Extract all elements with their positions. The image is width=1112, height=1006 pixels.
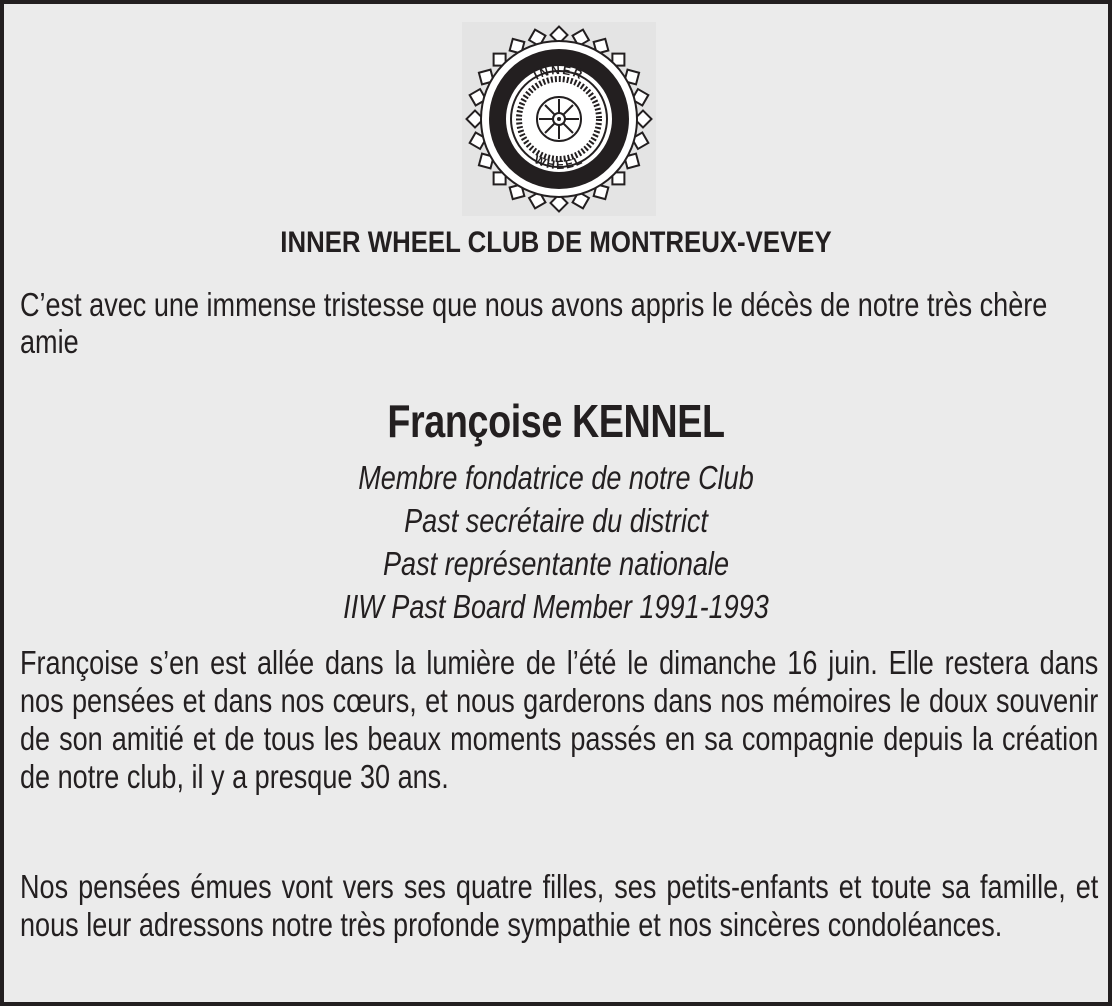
deceased-name: Françoise KENNEL <box>387 395 725 447</box>
svg-text:WHEEL: WHEEL <box>532 152 586 173</box>
logo <box>462 22 656 216</box>
inner-wheel-emblem-icon <box>462 22 656 216</box>
title-line: Past représentante nationale <box>382 545 730 582</box>
title-line: IIW Past Board Member 1991-1993 <box>343 588 769 625</box>
intro-text: C’est avec une immense tristesse que nous avons appris le décès de notre très chère amie <box>20 286 1048 360</box>
tribute-paragraph: Françoise s’en est allée dans la lumière de l’été le dimanche 16 juin. Elle restera dans nos pensées et dans nos cœurs, et nous garderons dans nos mémoires le doux souvenir de son amitié et de tous les beaux moments passés en sa compagnie depuis la création de notre club, il y a presque 30 ans. <box>20 644 1099 795</box>
titles-list <box>103 456 1008 628</box>
svg-text:INNER: INNER <box>531 62 587 83</box>
title-line: Past secrétaire du district <box>404 502 708 539</box>
title-line: Membre fondatrice de notre Club <box>358 459 754 496</box>
club-name: INNER WHEEL CLUB DE MONTREUX-VEVEY <box>280 226 832 259</box>
condolence-paragraph: Nos pensées émues vont vers ses quatre filles, ses petits-enfants et toute sa famille, et nous leur adressons notre très profonde sympathie et nos sincères condoléances. <box>20 868 1099 943</box>
